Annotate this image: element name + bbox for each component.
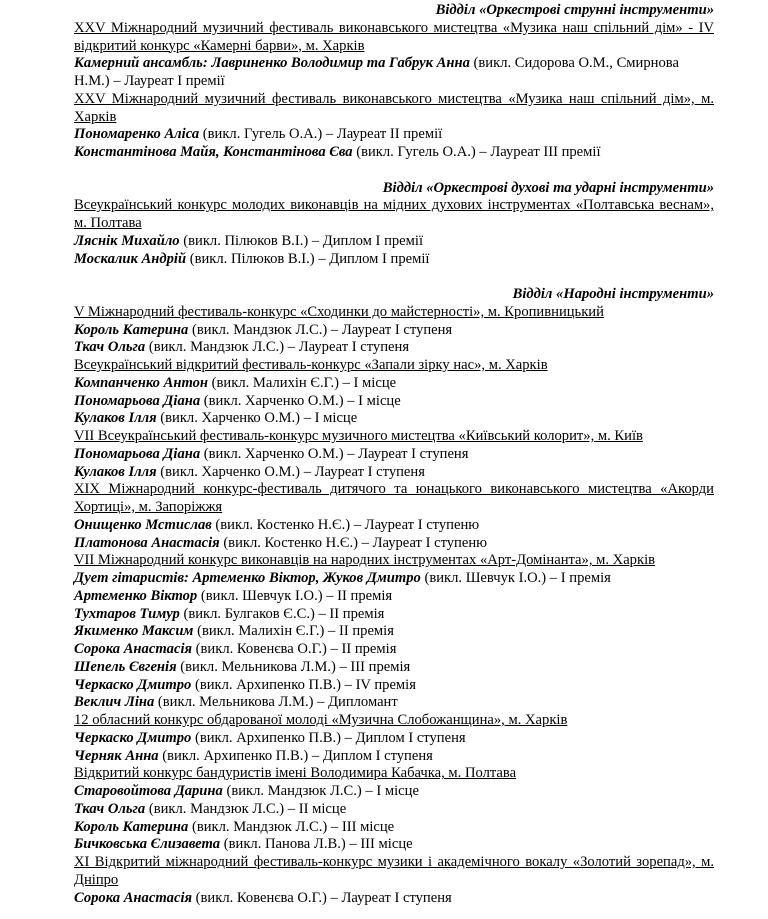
participant-name: Якименко Максим <box>74 623 194 640</box>
award-detail: (викл. Харченко О.М.) – Лауреат І ступеня <box>156 463 425 480</box>
participant-name: Бичковська Єлизавета <box>74 836 221 853</box>
award-entry <box>74 836 714 854</box>
award-detail: (викл. Костенко Н.Є.) – Лауреат І ступеню <box>219 534 488 551</box>
participant-name: Пономарьова Діана <box>74 445 201 462</box>
award-detail: (викл. Архипенко П.В.) – IV премія <box>191 676 416 693</box>
participant-name: Король Катерина <box>74 818 189 835</box>
award-detail: (викл. Шевчук І.О.) – І премія <box>420 570 611 586</box>
award-entry <box>74 783 714 801</box>
participant-name: Сорока Анастасія <box>74 641 193 657</box>
participant-name: Веклич Ліна <box>74 694 155 711</box>
award-entry <box>74 375 714 393</box>
award-detail: (викл. Архипенко П.В.) – Диплом І ступеня <box>191 729 466 746</box>
award-detail: (викл. Мельникова Л.М.) – ІІІ премія <box>176 658 411 675</box>
event-title: 12 обласний конкурс обдарованої молоді «Музична Слобожанщина», м. Харків <box>74 712 568 728</box>
participant-name: Камерний ансамбль: Лавриненко Володимир та Габрук Анна <box>74 55 470 72</box>
participant-name: Платонова Анастасія <box>74 534 220 551</box>
participant-name: Тухтаров Тимур <box>74 605 180 622</box>
award-entry <box>74 748 714 766</box>
award-detail: (викл. Ковенєва О.Г.) – Лауреат І ступеня <box>192 889 452 906</box>
participant-name: Сорока Анастасія <box>74 889 193 906</box>
award-entry <box>74 641 714 659</box>
document-body <box>74 2 714 907</box>
award-entry <box>74 623 714 641</box>
event-title: VII Міжнародний конкурс виконавців на народних інструментах «Арт-Домінанта», м. Харків <box>74 552 656 569</box>
award-entry <box>74 659 714 677</box>
participant-name: Старовойтова Дарина <box>74 783 223 799</box>
award-detail: (викл. Гугель О.А.) – Лауреат ІІ премії <box>199 126 443 143</box>
award-entry <box>74 251 714 269</box>
department-heading: Відділ «Народні інструменти» <box>512 286 714 302</box>
participant-name: Москалик Андрій <box>74 250 187 267</box>
section-spacer <box>74 162 714 180</box>
award-entry <box>74 677 714 695</box>
event-title: V Міжнародний фестиваль-конкурс «Сходинки до майстерності», м. Кропивницький <box>74 303 604 320</box>
award-detail: (викл. Архипенко П.В.) – Диплом І ступеня <box>158 747 433 764</box>
participant-name: Шепель Євгенія <box>74 658 177 675</box>
award-detail: (викл. Малихін Є.Г.) – І місце <box>208 374 397 391</box>
award-detail: (викл. Ковенєва О.Г.) – ІІ премія <box>192 641 397 657</box>
award-detail: (викл. Пілюков В.І.) – Диплом І премії <box>186 250 430 267</box>
award-detail: (викл. Сидорова О.М., Смирнова Н.М.) – Лауреат І премії <box>74 55 679 89</box>
participant-name: Кулаков Ілля <box>74 410 157 427</box>
award-detail: (викл. Мандзюк Л.С.) – ІІІ місце <box>188 818 395 835</box>
award-detail: (викл. Булгаков Є.С.) – ІІ премія <box>179 605 385 622</box>
event-title: XIX Міжнародний конкурс-фестиваль дитячого та юнацького виконавського мистецтва «Акорди Хортиці», м. Запоріжжя <box>74 481 714 515</box>
award-entry <box>74 535 714 553</box>
participant-name: Ткач Ольга <box>74 800 146 817</box>
award-entry <box>74 410 714 428</box>
award-detail: (викл. Харченко О.М.) – І місце <box>200 392 401 409</box>
section-spacer <box>74 268 714 286</box>
award-detail: (викл. Мандзюк Л.С.) – Лауреат І ступеня <box>145 339 410 356</box>
award-entry <box>74 570 714 588</box>
award-entry <box>74 446 714 464</box>
award-entry <box>74 322 714 340</box>
award-entry <box>74 233 714 251</box>
award-entry <box>74 588 714 606</box>
award-entry <box>74 801 714 819</box>
participant-name: Король Катерина <box>74 321 189 338</box>
award-detail: (викл. Мандзюк Л.С.) – Лауреат І ступеня <box>188 321 453 338</box>
participant-name: Пономаренко Аліса <box>74 126 200 143</box>
award-detail: (викл. Пілюков В.І.) – Диплом І премії <box>179 232 423 249</box>
event-title: Всеукраїнський конкурс молодих виконавців на мідних духових інструментах «Полтавська веснам», м. Полтава <box>74 197 714 231</box>
award-detail: (викл. Мандзюк Л.С.) – ІІ місце <box>145 800 347 817</box>
participant-name: Кулаков Ілля <box>74 463 157 480</box>
award-entry <box>74 694 714 712</box>
participant-name: Пономарьова Діана <box>74 392 201 409</box>
award-detail: (викл. Шевчук І.О.) – ІІ премія <box>197 587 393 604</box>
event-title: XXV Міжнародний музичний фестиваль виконавського мистецтва «Музика наш спільний дім», м. Харків <box>74 90 714 125</box>
award-entry <box>74 606 714 624</box>
award-entry <box>74 339 714 357</box>
participant-name: Ткач Ольга <box>74 339 146 356</box>
participant-name: Компанченко Антон <box>74 374 209 391</box>
award-detail: (викл. Панова Л.В.) – ІІІ місце <box>220 836 413 853</box>
award-detail: (викл. Мандзюк Л.С.) – І місце <box>222 783 419 799</box>
department-heading: Відділ «Оркестрові струнні інструменти» <box>435 2 714 18</box>
participant-name: Черняк Анна <box>74 747 159 764</box>
event-title: XXV Міжнародний музичний фестиваль виконавського мистецтва «Музика наш спільний дім» - IV відкритий конкурс «Камерні барви», м. Харків <box>74 19 714 54</box>
award-entry <box>74 464 714 482</box>
award-detail: (викл. Харченко О.М.) – І місце <box>156 410 358 427</box>
participant-name: Черкаско Дмитро <box>74 676 192 693</box>
participant-name: Онищенко Мстислав <box>74 516 212 533</box>
award-entry <box>74 144 714 162</box>
participant-name: Черкаско Дмитро <box>74 729 192 746</box>
award-detail: (викл. Мельникова Л.М.) – Дипломант <box>154 694 398 711</box>
award-detail: (викл. Гугель О.А.) – Лауреат ІІІ премії <box>352 144 601 160</box>
award-entry <box>74 819 714 837</box>
participant-name: Дует гітаристів: Артеменко Віктор, Жуков Дмитро <box>74 570 421 586</box>
award-detail: (викл. Костенко Н.Є.) – Лауреат І ступеню <box>211 516 480 533</box>
award-detail: (викл. Харченко О.М.) – Лауреат І ступеня <box>200 445 469 462</box>
award-entry <box>74 517 714 535</box>
award-entry <box>74 55 714 91</box>
event-title: Відкритий конкурс бандуристів імені Володимира Кабачка, м. Полтава <box>74 765 517 782</box>
event-title: XI Відкритий міжнародний фестиваль-конкурс музики і академічного вокалу «Золотий зорепад», м. Дніпро <box>74 854 714 888</box>
award-detail: (викл. Малихін Є.Г.) – ІІ премія <box>193 623 394 640</box>
event-title: Всеукраїнський відкритий фестиваль-конкурс «Запали зірку нас», м. Харків <box>74 357 548 373</box>
participant-name: Артеменко Віктор <box>74 587 198 604</box>
award-entry <box>74 393 714 411</box>
award-entry <box>74 890 714 908</box>
participant-name: Константінова Майя, Константінова Єва <box>74 144 353 160</box>
event-title: VII Всеукраїнський фестиваль-конкурс музичного мистецтва «Київський колорит», м. Київ <box>74 428 643 444</box>
participant-name: Ляснік Михайло <box>74 232 180 249</box>
award-entry <box>74 126 714 144</box>
award-entry <box>74 730 714 748</box>
department-heading: Відділ «Оркестрові духові та ударні інструменти» <box>382 179 714 196</box>
